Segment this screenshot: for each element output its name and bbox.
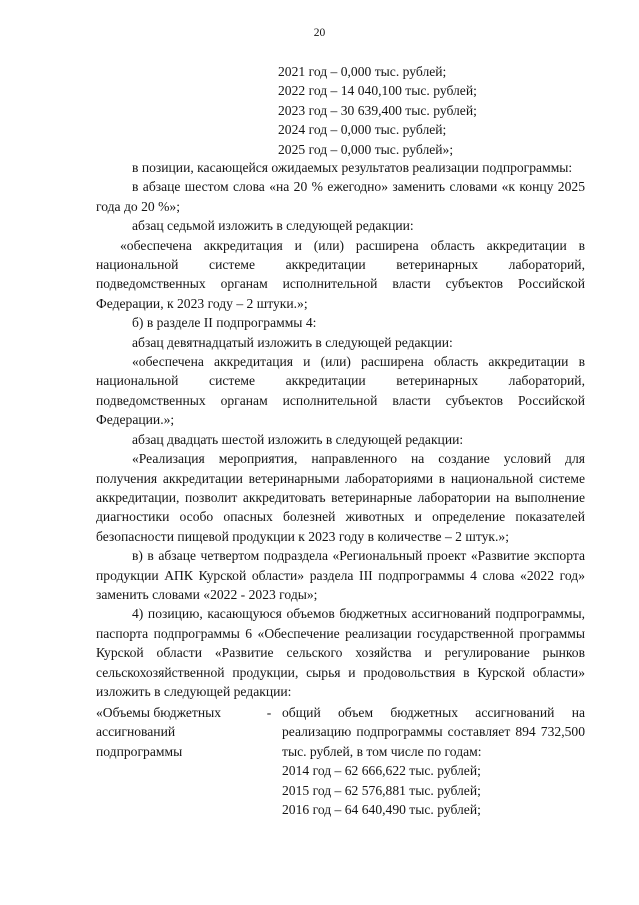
paragraph: абзац двадцать шестой изложить в следующей редакции: — [132, 431, 464, 447]
year-line: 2024 год – 0,000 тыс. рублей; — [278, 122, 447, 138]
table-value-text: общий объем бюджетных ассигнований на реализацию подпрограммы составляет 894 732,500 тыс. рублей, в том числе по годам: — [282, 705, 585, 759]
table-value-cell — [282, 703, 585, 819]
year-line: 2022 год – 14 040,100 тыс. рублей; — [278, 83, 477, 99]
document-body — [96, 158, 585, 701]
table-dash: - — [266, 705, 272, 720]
year-line: 2025 год – 0,000 тыс. рублей»; — [278, 141, 454, 157]
paragraph: в) в абзаце четвертом подраздела «Региональный проект «Развитие экспорта продукции АПК Курской области» раздела III подпрограммы 4 слова «2022 год» заменить словами «2022 - 2023 годы»; — [96, 548, 585, 602]
page-number: 20 — [313, 27, 326, 39]
table-year-line: 2016 год – 64 640,490 тыс. рублей; — [282, 802, 481, 818]
paragraph: «обеспечена аккредитация и (или) расширена область аккредитации в национальной системе аккредитации ветеринарных лабораторий, подведомственных органам исполнительной власти субъектов Российской Федерации, к 2023 году – 2 штуки.»; — [96, 237, 585, 311]
paragraph: «обеспечена аккредитация и (или) расширена область аккредитации в национальной системе аккредитации ветеринарных лабораторий, подведомственных органам исполнительной власти субъектов Российской Федерации.»; — [96, 354, 585, 428]
paragraph: б) в разделе II подпрограммы 4: — [132, 315, 317, 331]
paragraph: абзац девятнадцатый изложить в следующей редакции: — [132, 334, 453, 350]
paragraph: в позиции, касающейся ожидаемых результатов реализации подпрограммы: — [132, 160, 573, 175]
table-year-line: 2015 год – 62 576,881 тыс. рублей; — [282, 782, 481, 798]
year-line: 2021 год – 0,000 тыс. рублей; — [278, 64, 447, 79]
year-line: 2023 год – 30 639,400 тыс. рублей; — [278, 102, 477, 118]
table-year-line: 2014 год – 62 666,622 тыс. рублей; — [282, 763, 481, 779]
paragraph: «Реализация мероприятия, направленного на создание условий для получения аккредитации ветеринарными лабораториями в национальной системе аккредитации, позволит аккредитовать ветеринарные лаборатории на выполнение диагностики особо опасных болезней животных и определение показателей безопасности пищевой продукции к 2023 году в количестве – 2 штук.»; — [96, 451, 585, 544]
paragraph: в абзаце шестом слова «на 20 % ежегодно» заменить словами «к концу 2025 года до 20 %»; — [96, 179, 585, 214]
table-label-cell: «Объемы бюджетных ассигнований подпрограммы — [96, 705, 222, 759]
funding-year-list — [278, 62, 477, 159]
paragraph: 4) позицию, касающуюся объемов бюджетных ассигнований подпрограммы, паспорта подпрограммы 6 «Обеспечение реализации государственной программы Курской области «Развитие сельского хозяйства и регулирование рынков сельскохозяйственной продукции, сырья и продовольствия в Курской области» изложить в следующей редакции: — [96, 606, 585, 699]
paragraph: абзац седьмой изложить в следующей редакции: — [132, 218, 414, 234]
